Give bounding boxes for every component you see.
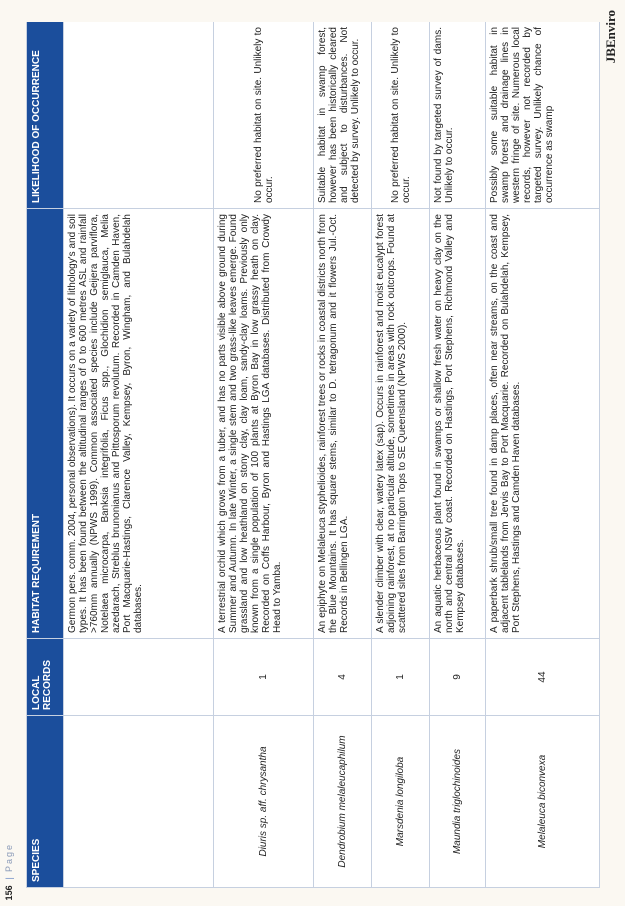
table-row (486, 22, 600, 888)
habitat-cell: A terrestrial orchid which grows from a tuber, and has no parts visible above ground during Summer and Autumn. In late Winter, a single stem and two grass-like leaves emerge. Found grassland and low heathland on stony clay, clay loam, sandy-clay loams. Previously only known from a single population of 100 plants at Byron Bay in low grassy heath on clay. Recorded on Coffs Harbour, Byron and Hastings LGA databases. Distributed from Crowdy Head to Yamba. (214, 209, 314, 639)
likelihood-cell: No preferred habitat on site. Unlikely to occur. (214, 22, 314, 209)
habitat-cell: A slender climber with clear, watery latex (sap). Occurs in rainforest and moist eucalypt forest adjoining rainforest, at no particular altitude, sometimes in areas with rock outcrops. Found at scattered sites from Barrington Tops to SE Queensland (NPWS 2000). (372, 209, 430, 639)
table-row (64, 22, 214, 888)
species-cell: Maundia triglochinoides (430, 716, 486, 888)
rotated-content (26, 22, 600, 888)
species-table (26, 22, 600, 888)
likelihood-cell: Suitable habitat in swamp forest, however has been historically cleared and subject to disturbances. Not detected by survey. Unlikely to occur. (314, 22, 372, 209)
records-cell: 44 (486, 639, 600, 716)
table-row (314, 22, 372, 888)
habitat-cell: An epiphyte on Melaleuca styphelioides, rainforest trees or rocks in coastal districts north from the Blue Mountains. It has square stems, similar to D. tetragonum and it flowers Jul.-Oct. Records in Bellingen LGA. (314, 209, 372, 639)
col-header-likelihood: LIKELIHOOD OF OCCURRENCE (27, 22, 64, 209)
species-cell: Diuris sp. aff. chrysantha (214, 716, 314, 888)
likelihood-cell (64, 22, 214, 209)
records-cell: 4 (314, 639, 372, 716)
likelihood-cell: Not found by targeted survey of dams. Unlikely to occur. (430, 22, 486, 209)
habitat-cell: Germon pers. comm. 2004, personal observations). It occurs on a variety of lithology's and soil types. It has been found between the altitudinal ranges of 0 to 600 metres ASL and rainfall >760mm annually (NPWS 1999). Common associated species include Geijera parviflora, Notelaea microcarpa, Banksia integrifolia, Ficus spp., Glochidion semiglauca, Melia azedarach, Streblus brunonianus and Pittosporum revolutum. Recorded in Camden Haven, Port Macquarie-Hastings, Clarence Valley, Kempsey, Byron, Wingham, and Bulahdelah databases. (64, 209, 214, 639)
likelihood-cell: Possibly some suitable habitat in swamp forest and drainage lines in western fringe of site. Numerous local records, however not recorded by targeted survey. Unlikely chance of occurrence as swamp (486, 22, 600, 209)
species-cell: Dendrobium melaleucaphilum (314, 716, 372, 888)
habitat-cell: A paperbark shrub/small tree found in damp places, often near streams, on the coast and adjacent tablelands from Jervis Bay to Port Macquarie. Recorded on Bulahdelah, Kempsey, Port Stephens, Hastings and Camden Haven databases. (486, 209, 600, 639)
col-header-habitat-requirement: HABITAT REQUIREMENT (27, 209, 64, 639)
rotated-table-wrapper (26, 22, 600, 888)
page-label: Page (4, 842, 14, 872)
col-header-local-records: LOCAL RECORDS (27, 639, 64, 716)
records-cell: 1 (372, 639, 430, 716)
col-header-species: SPECIES (27, 716, 64, 888)
records-cell (64, 639, 214, 716)
table-row (372, 22, 430, 888)
species-cell: Melaleuca biconvexa (486, 716, 600, 888)
page-number-footer (4, 843, 14, 900)
habitat-cell: An aquatic herbaceous plant found in swamps or shallow fresh water on heavy clay on the north and central NSW coast. Recorded on Hastings, Port Stephens, Richmond Valley and Kempsey databases. (430, 209, 486, 639)
page-separator: | (4, 877, 14, 880)
records-cell: 1 (214, 639, 314, 716)
table-header-row (27, 22, 64, 888)
species-cell (64, 716, 214, 888)
table-row (214, 22, 314, 888)
likelihood-cell: No preferred habitat on site. Unlikely to occur. (372, 22, 430, 209)
page-number: 156 (4, 884, 14, 900)
species-cell: Marsdenia longiloba (372, 716, 430, 888)
table-row (430, 22, 486, 888)
header-brand: JBEnviro (603, 10, 618, 64)
records-cell: 9 (430, 639, 486, 716)
